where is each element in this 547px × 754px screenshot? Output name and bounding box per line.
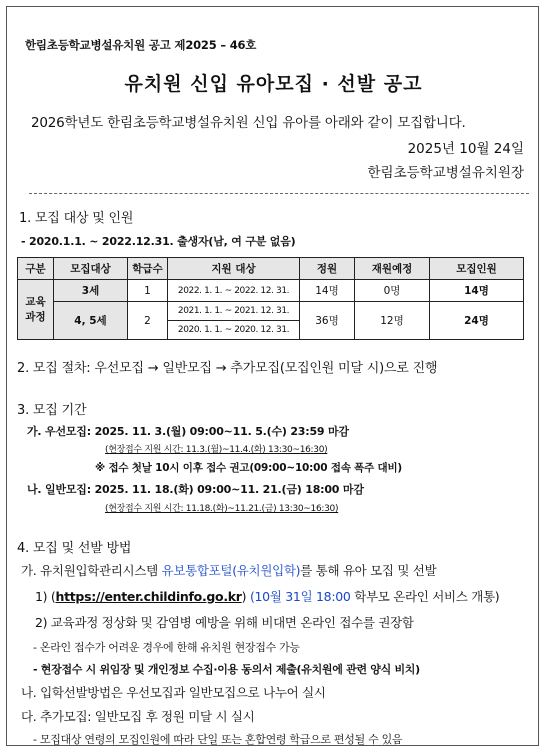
method-a1 [35,587,499,605]
classes-cell: 2 [128,302,168,340]
notice-frame [6,6,539,746]
capacity-cell: 14명 [300,280,355,302]
section1-heading: 1. 모집 대상 및 인원 [19,211,134,226]
col-header: 지원 대상 [168,258,300,280]
recruitment-table [17,257,524,340]
page-title: 유치원 신입 유아모집 · 선발 공고 [124,73,423,95]
a1-suffix: 학부모 온라인 서비스 개통) [350,589,500,604]
general-onsite-time: (현장접수 지원 시간: 11.18.(화)~11.21.(금) 13:30~16:30) [105,504,339,514]
enrolled-cell: 12명 [355,302,430,340]
capacity-cell: 36명 [300,302,355,340]
section1-subtitle: - 2020.1.1. ~ 2022.12.31. 출생자(남, 여 구분 없음) [21,235,296,248]
classes-cell: 1 [128,280,168,302]
issuer-name: 한림초등학교병설유치원장 [367,165,524,181]
category-cell: 교육 과정 [18,280,54,340]
section4-heading: 4. 모집 및 선발 방법 [17,541,132,556]
divider [29,193,529,194]
notice-number: 한림초등학교병설유치원 공고 제2025 – 46호 [25,38,257,52]
range-cell: 2020. 1. 1. ~ 2020. 12. 31. [168,321,300,340]
recruit-cell: 14명 [430,280,524,302]
range-cell: 2021. 1. 1. ~ 2021. 12. 31. [168,302,300,321]
portal-link[interactable]: 유보통합포털(유치원입학) [161,563,301,578]
col-header: 학급수 [128,258,168,280]
notice-date: 2025년 10월 24일 [407,141,524,157]
table-header-row [18,258,524,280]
method-a [21,561,436,579]
method-a-prefix: 가. 유치원입학관리시스템 [21,563,162,578]
priority-note: ※ 접수 첫날 10시 이후 접수 권고(09:00~10:00 접속 폭주 대비) [95,462,402,474]
method-c-note: - 모집대상 연령의 모집인원에 따라 단일 또는 혼합연령 학급으로 편성될 수 있음 [33,733,403,746]
priority-period: 가. 우선모집: 2025. 11. 3.(월) 09:00~11. 5.(수) 23:59 마감 [27,425,349,438]
col-header: 구분 [18,258,54,280]
intro-text: 2026학년도 한림초등학교병설유치원 신입 유아를 아래와 같이 모집합니다. [31,115,466,131]
method-a-suffix: 를 통해 유아 모집 및 선발 [300,563,437,578]
target-cell: 3세 [54,280,128,302]
col-header: 모집인원 [430,258,524,280]
service-date: (10월 31일 18:00 [249,589,351,604]
onsite-note: - 온라인 접수가 어려운 경우에 한해 유치원 현장접수 가능 [33,641,300,654]
recruit-cell: 24명 [430,302,524,340]
col-header: 모집대상 [54,258,128,280]
section2-heading: 2. 모집 절차: 우선모집 → 일반모집 → 추가모집(모집인원 미달 시)으로 진행 [17,361,438,376]
a1-prefix: 1) ( [35,589,56,604]
col-header: 정원 [300,258,355,280]
enter-url-link[interactable]: https://enter.childinfo.go.kr [55,589,242,604]
enrolled-cell: 0명 [355,280,430,302]
col-header: 재원예정 [355,258,430,280]
table-row [18,280,524,302]
section3-heading: 3. 모집 기간 [17,403,87,418]
priority-onsite-time: (현장접수 지원 시간: 11.3.(월)~11.4.(화) 13:30~16:30) [105,445,328,455]
a1-mid: ) [241,589,250,604]
onsite-documents-note: - 현장접수 시 위임장 및 개인정보 수집·이용 동의서 제출(유치원에 관련 양식 비치) [33,663,420,676]
range-cell: 2022. 1. 1. ~ 2022. 12. 31. [168,280,300,302]
method-a2: 2) 교육과정 정상화 및 감염병 예방을 위해 비대면 온라인 접수를 권장함 [35,615,414,630]
method-b: 나. 입학선발방법은 우선모집과 일반모집으로 나누어 실시 [21,685,326,700]
table-row [18,302,524,321]
general-period: 나. 일반모집: 2025. 11. 18.(화) 09:00~11. 21.(금) 18:00 마감 [27,483,364,496]
method-c: 다. 추가모집: 일반모집 후 정원 미달 시 실시 [21,709,255,724]
target-cell: 4, 5세 [54,302,128,340]
